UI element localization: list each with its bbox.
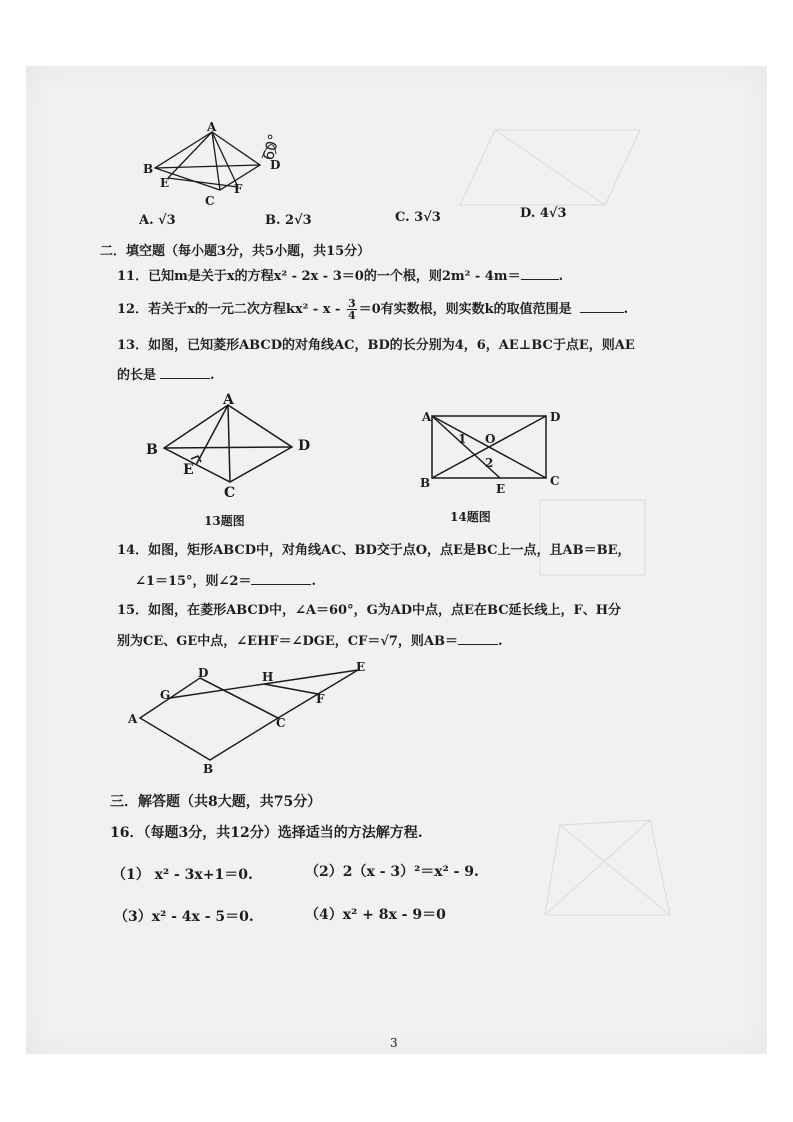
q12-frac-den: 4 <box>347 309 356 322</box>
fig13-label-c: C <box>224 485 236 501</box>
question-13-line2: 的长是 . <box>117 368 215 383</box>
q14-line2-text: ∠1＝15°，则∠2＝ <box>135 574 252 589</box>
fig15-label-e: E <box>356 660 366 674</box>
fig14-label-o: O <box>485 432 496 446</box>
fig-q10-label-b: B <box>143 162 154 176</box>
fig14-label-1: 1 <box>458 432 467 446</box>
option-c: C. 3√3 <box>395 210 441 225</box>
q16-part2: （2）2（x - 3）²＝x² - 9. <box>305 864 479 880</box>
fig15-label-h: H <box>262 670 274 684</box>
q12-prefix: 12．若关于x的一元二次方程kx² - x - <box>117 302 341 317</box>
section2-header: 二．填空题（每小题3分，共5小题，共15分） <box>100 244 371 259</box>
fig-q10-label-c: C <box>205 194 215 208</box>
question-15-line1: 15．如图，在菱形ABCD中，∠A＝60°，G为AD中点，点E在BC延长线上，F、H分 <box>117 603 622 618</box>
fig15-label-f: F <box>316 692 325 706</box>
fig-q10-label-a: A <box>207 120 217 134</box>
q16-part3: （3）x² - 4x - 5＝0. <box>114 909 254 925</box>
question-15-line2: 别为CE、GE中点，∠EHF＝∠DGE，CF＝√7，则AB＝ . <box>117 634 503 649</box>
section3-header: 三．解答题（共8大题，共75分） <box>110 794 322 810</box>
option-b: B. 2√3 <box>265 213 312 228</box>
question-14-line2: ∠1＝15°，则∠2＝ . <box>135 574 316 589</box>
fig14-label-e: E <box>496 482 506 496</box>
q15-line2-text: 别为CE、GE中点，∠EHF＝∠DGE，CF＝√7，则AB＝ <box>117 634 458 649</box>
q12-frac-num: 3 <box>347 297 356 310</box>
fig15-label-c: C <box>276 716 286 730</box>
fig14-label-b: B <box>420 476 431 490</box>
question-14-line1: 14．如图，矩形ABCD中，对角线AC、BD交于点O，点E是BC上一点，且AB＝BE， <box>117 543 631 558</box>
fig14-label-2: 2 <box>485 456 494 470</box>
fig14-label-d: D <box>550 410 561 424</box>
fig-q10-label-e: E <box>160 176 170 190</box>
fig13-caption: 13题图 <box>204 514 245 528</box>
fig14-caption: 14题图 <box>450 510 491 524</box>
fig15-label-b: B <box>203 762 214 776</box>
question-11: 11．已知m是关于x的方程x² - 2x - 3＝0的一个根，则2m² - 4m＝ . <box>117 269 564 284</box>
question-16-title: 16．（每题3分，共12分）选择适当的方法解方程. <box>110 825 423 841</box>
fig13-label-d: D <box>298 438 311 454</box>
q16-part1: （1） x² - 3x+1＝0. <box>112 867 253 883</box>
q13-line2-text: 的长是 <box>117 368 157 383</box>
question-12: 12．若关于x的一元二次方程kx² - x - $\frac{3}{4}$ ＝0有实数根，则实数k的取值范围是 . <box>117 297 629 322</box>
fig13-label-a: A <box>223 392 234 408</box>
fig15-label-a: A <box>128 712 138 726</box>
page-number: 3 <box>390 1036 398 1050</box>
option-a: A. √3 <box>139 213 176 228</box>
fig13-label-b: B <box>146 442 158 458</box>
fig14-label-a: A <box>422 410 432 424</box>
fig-q10-label-d: D <box>270 158 281 172</box>
q11-text: 11．已知m是关于x的方程x² - 2x - 3＝0的一个根，则2m² - 4m＝ <box>117 269 521 284</box>
fig15-label-g: G <box>160 688 171 702</box>
option-d: D. 4√3 <box>520 206 567 221</box>
question-13-line1: 13．如图，已知菱形ABCD的对角线AC，BD的长分别为4，6，AE⊥BC于点E，则AE <box>117 338 635 353</box>
fig14-label-c: C <box>550 474 560 488</box>
handwritten-annotation: 60° <box>259 131 284 163</box>
fig13-label-e: E <box>183 462 194 478</box>
fig-q10-label-f: F <box>234 182 243 196</box>
q12-suffix: ＝0有实数根，则实数k的取值范围是 <box>358 302 572 317</box>
q16-part4: （4）x² + 8x - 9＝0 <box>305 907 446 923</box>
fig15-label-d: D <box>198 666 209 680</box>
